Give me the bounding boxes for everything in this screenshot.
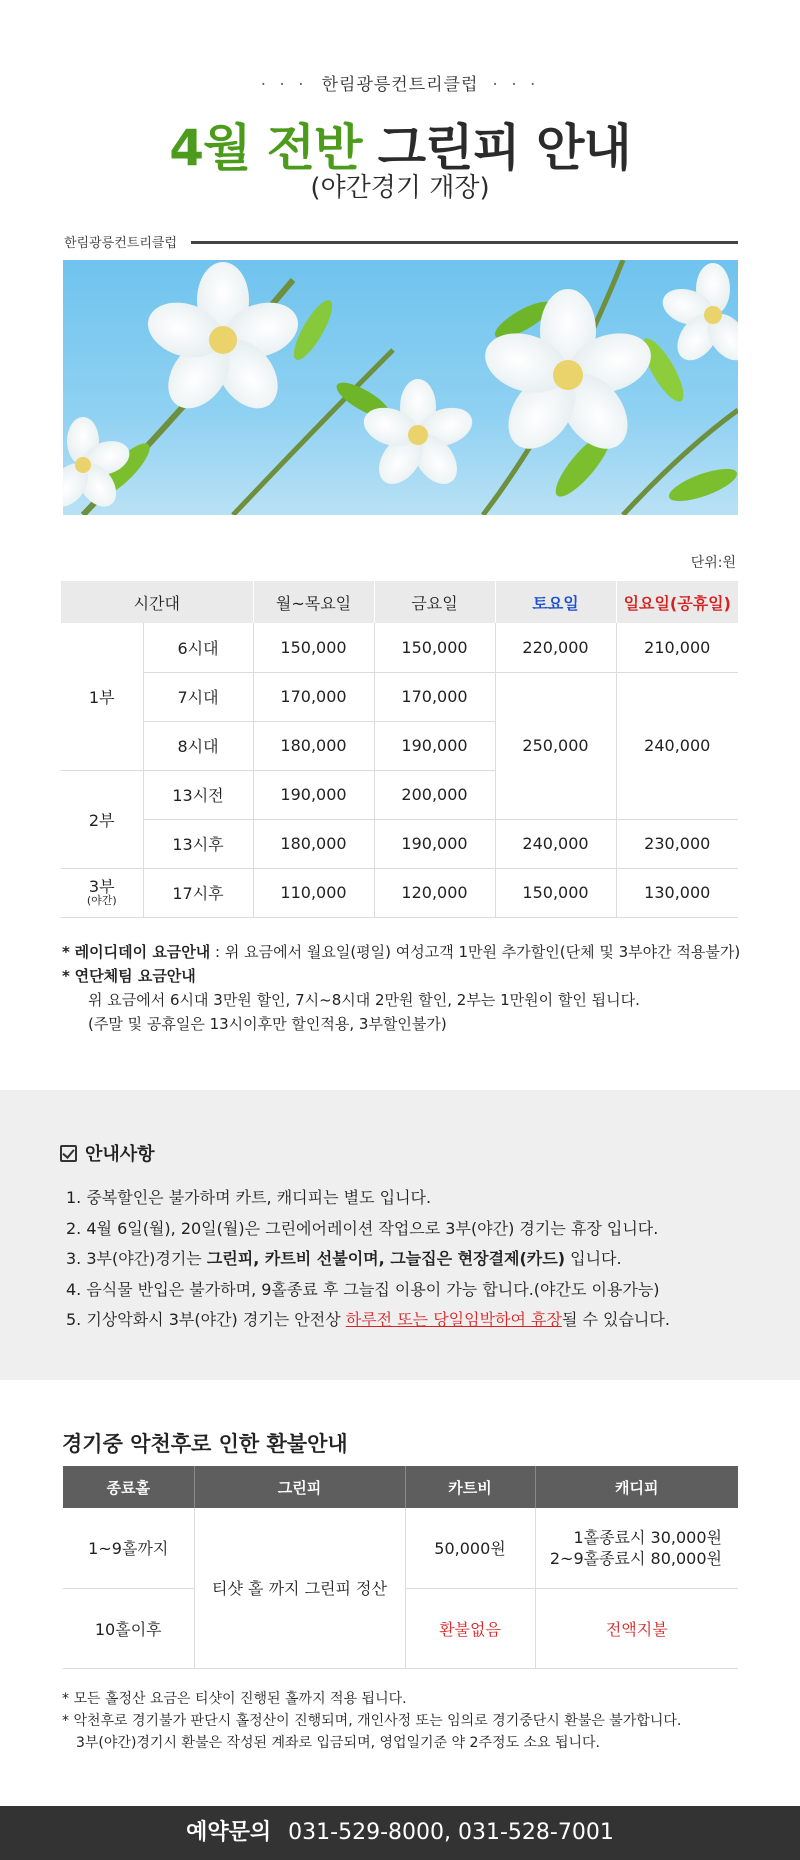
price-cell: 250,000 [495,672,616,819]
reservation-footer [0,1806,800,1860]
time-cell: 13시전 [143,770,253,819]
table-row [61,672,738,721]
ladies-day-label: 레이디데이 요금안내 [74,943,211,961]
cart-cell: 환불없음 [405,1588,535,1668]
time-cell: 8시대 [143,721,253,770]
group-line-1: 위 요금에서 6시대 3만원 할인, 7시~8시대 2만원 할인, 2부는 1만원이 할인 됩니다. [88,991,640,1009]
star-mark: * [62,943,70,961]
guide-list [66,1183,670,1336]
header-end-hole: 종료홀 [63,1466,194,1508]
refund-note-3: 3부(야간)경기시 환불은 작성된 계좌로 입금되며, 영업일기준 약 2주정도 소요 됩니다. [76,1735,600,1751]
guide-title-text: 안내사항 [85,1144,155,1165]
price-cell: 240,000 [495,819,616,868]
table-row [61,623,738,672]
title-main: 그린피 안내 [377,119,631,177]
header-weekday: 월~목요일 [253,581,374,623]
header-sunday: 일요일(공휴일) [616,581,738,623]
list-item: 4. 음식물 반입은 불가하며, 9홀종료 후 그늘집 이용이 가능 합니다.(야간도 이용가능) [66,1279,660,1299]
price-cell: 150,000 [374,623,495,672]
end-hole-cell: 10홀이후 [63,1588,194,1668]
club-name: 한림광릉컨트리클럽 [321,75,479,95]
unit-label: 단위:원 [690,555,736,571]
guide-5-c: 될 수 있습니다. [561,1310,670,1329]
list-item: 1. 중복할인은 불가하며 카트, 캐디피는 별도 입니다. [66,1188,432,1207]
cart-cell: 50,000원 [405,1508,535,1588]
part-3-text: 3부 [88,876,115,896]
time-cell: 6시대 [143,623,253,672]
refund-notes [62,1688,762,1754]
ladies-day-text: : 위 요금에서 월요일(평일) 여성고객 1만원 추가할인(단체 및 3부야간 적용불가) [210,943,741,961]
price-cell: 120,000 [374,868,495,917]
page-subtitle: (야간경기 개장) [310,173,490,203]
caddie-line-2: 2~9홀종료시 80,000원 [549,1548,722,1568]
price-cell: 130,000 [616,868,738,917]
spring-flowers-photo [63,260,738,515]
refund-note-2: * 악천후로 경기불가 판단시 홀정산이 진행되며, 개인사정 또는 임의로 경기중단시 환불은 불가합니다. [62,1713,682,1729]
refund-table [63,1466,738,1669]
reservation-label: 예약문의 [186,1820,272,1845]
header-saturday: 토요일 [495,581,616,623]
header-cart: 카트비 [405,1466,535,1508]
group-note [62,964,752,988]
caddie-cell: 전액지불 [535,1588,738,1668]
price-cell: 190,000 [374,819,495,868]
group-label: 연단체팀 요금안내 [74,967,196,985]
price-cell: 150,000 [253,623,374,672]
caddie-line-1: 1홀종료시 30,000원 [573,1527,722,1547]
price-cell: 110,000 [253,868,374,917]
price-cell: 170,000 [253,672,374,721]
caddie-cell [535,1508,738,1588]
time-cell: 17시후 [143,868,253,917]
refund-note-1: * 모든 홀정산 요금은 티샷이 진행된 홀까지 적용 됩니다. [62,1691,407,1707]
ladies-day-note [62,940,752,964]
guide-title [60,1140,155,1166]
divider-line [188,241,738,244]
discount-notes [62,940,752,1036]
list-item: 2. 4월 6일(월), 20일(월)은 그린에어레이션 작업으로 3부(야간) 경기는 휴장 입니다. [66,1218,659,1238]
price-cell: 180,000 [253,819,374,868]
price-cell: 180,000 [253,721,374,770]
greenfee-cell: 티샷 홀 까지 그린피 정산 [194,1508,405,1668]
group-line-2: (주말 및 공휴일은 13시이후만 할인적용, 3부할인불가) [88,1015,447,1033]
price-cell: 170,000 [374,672,495,721]
part-2-label: 2부 [61,770,143,868]
club-divider-label: 한림광릉컨트리클럽 [64,236,191,251]
part-3-sub: (야간) [86,894,117,908]
price-cell: 210,000 [616,623,738,672]
star-mark: * [62,967,70,985]
guide-3-a: 3. 3부(야간)경기는 [66,1249,207,1268]
guide-3-bold: 그린피, 카트비 선불이며, 그늘집은 현장결제(카드) [206,1249,566,1268]
green-fee-table [61,581,738,918]
title-month: 4월 전반 [169,119,362,177]
end-hole-cell: 1~9홀까지 [63,1508,194,1588]
guide-5-a: 5. 기상악화시 3부(야간) 경기는 안전상 [66,1310,346,1329]
time-cell: 13시후 [143,819,253,868]
list-item [66,1305,670,1336]
club-divider [64,232,738,252]
refund-title: 경기중 악천후로 인한 환불안내 [62,1432,348,1456]
price-cell: 150,000 [495,868,616,917]
part-1-label: 1부 [61,623,143,770]
list-item [66,1244,670,1275]
guide-5-highlight: 하루전 또는 당일임박하여 휴장 [345,1310,562,1329]
decorative-dots-left: · · · [260,75,308,95]
part-3-label [61,868,143,917]
table-row [63,1508,738,1588]
header-greenfee: 그린피 [194,1466,405,1508]
price-cell: 190,000 [253,770,374,819]
table-row [61,868,738,917]
club-name-header [0,70,800,95]
price-cell: 230,000 [616,819,738,868]
refund-header-row [63,1466,738,1508]
header-friday: 금요일 [374,581,495,623]
decorative-dots-right: · · · [492,75,540,95]
price-cell: 190,000 [374,721,495,770]
price-cell: 200,000 [374,770,495,819]
table-row [61,819,738,868]
time-cell: 7시대 [143,672,253,721]
header-caddie: 캐디피 [535,1466,738,1508]
price-cell: 240,000 [616,672,738,819]
reservation-phones[interactable]: 031-529-8000, 031-528-7001 [288,1820,614,1845]
header-time: 시간대 [61,581,253,623]
checkbox-icon [60,1145,77,1162]
table-header-row [61,581,738,623]
price-cell: 220,000 [495,623,616,672]
guide-3-c: 입니다. [565,1249,622,1268]
